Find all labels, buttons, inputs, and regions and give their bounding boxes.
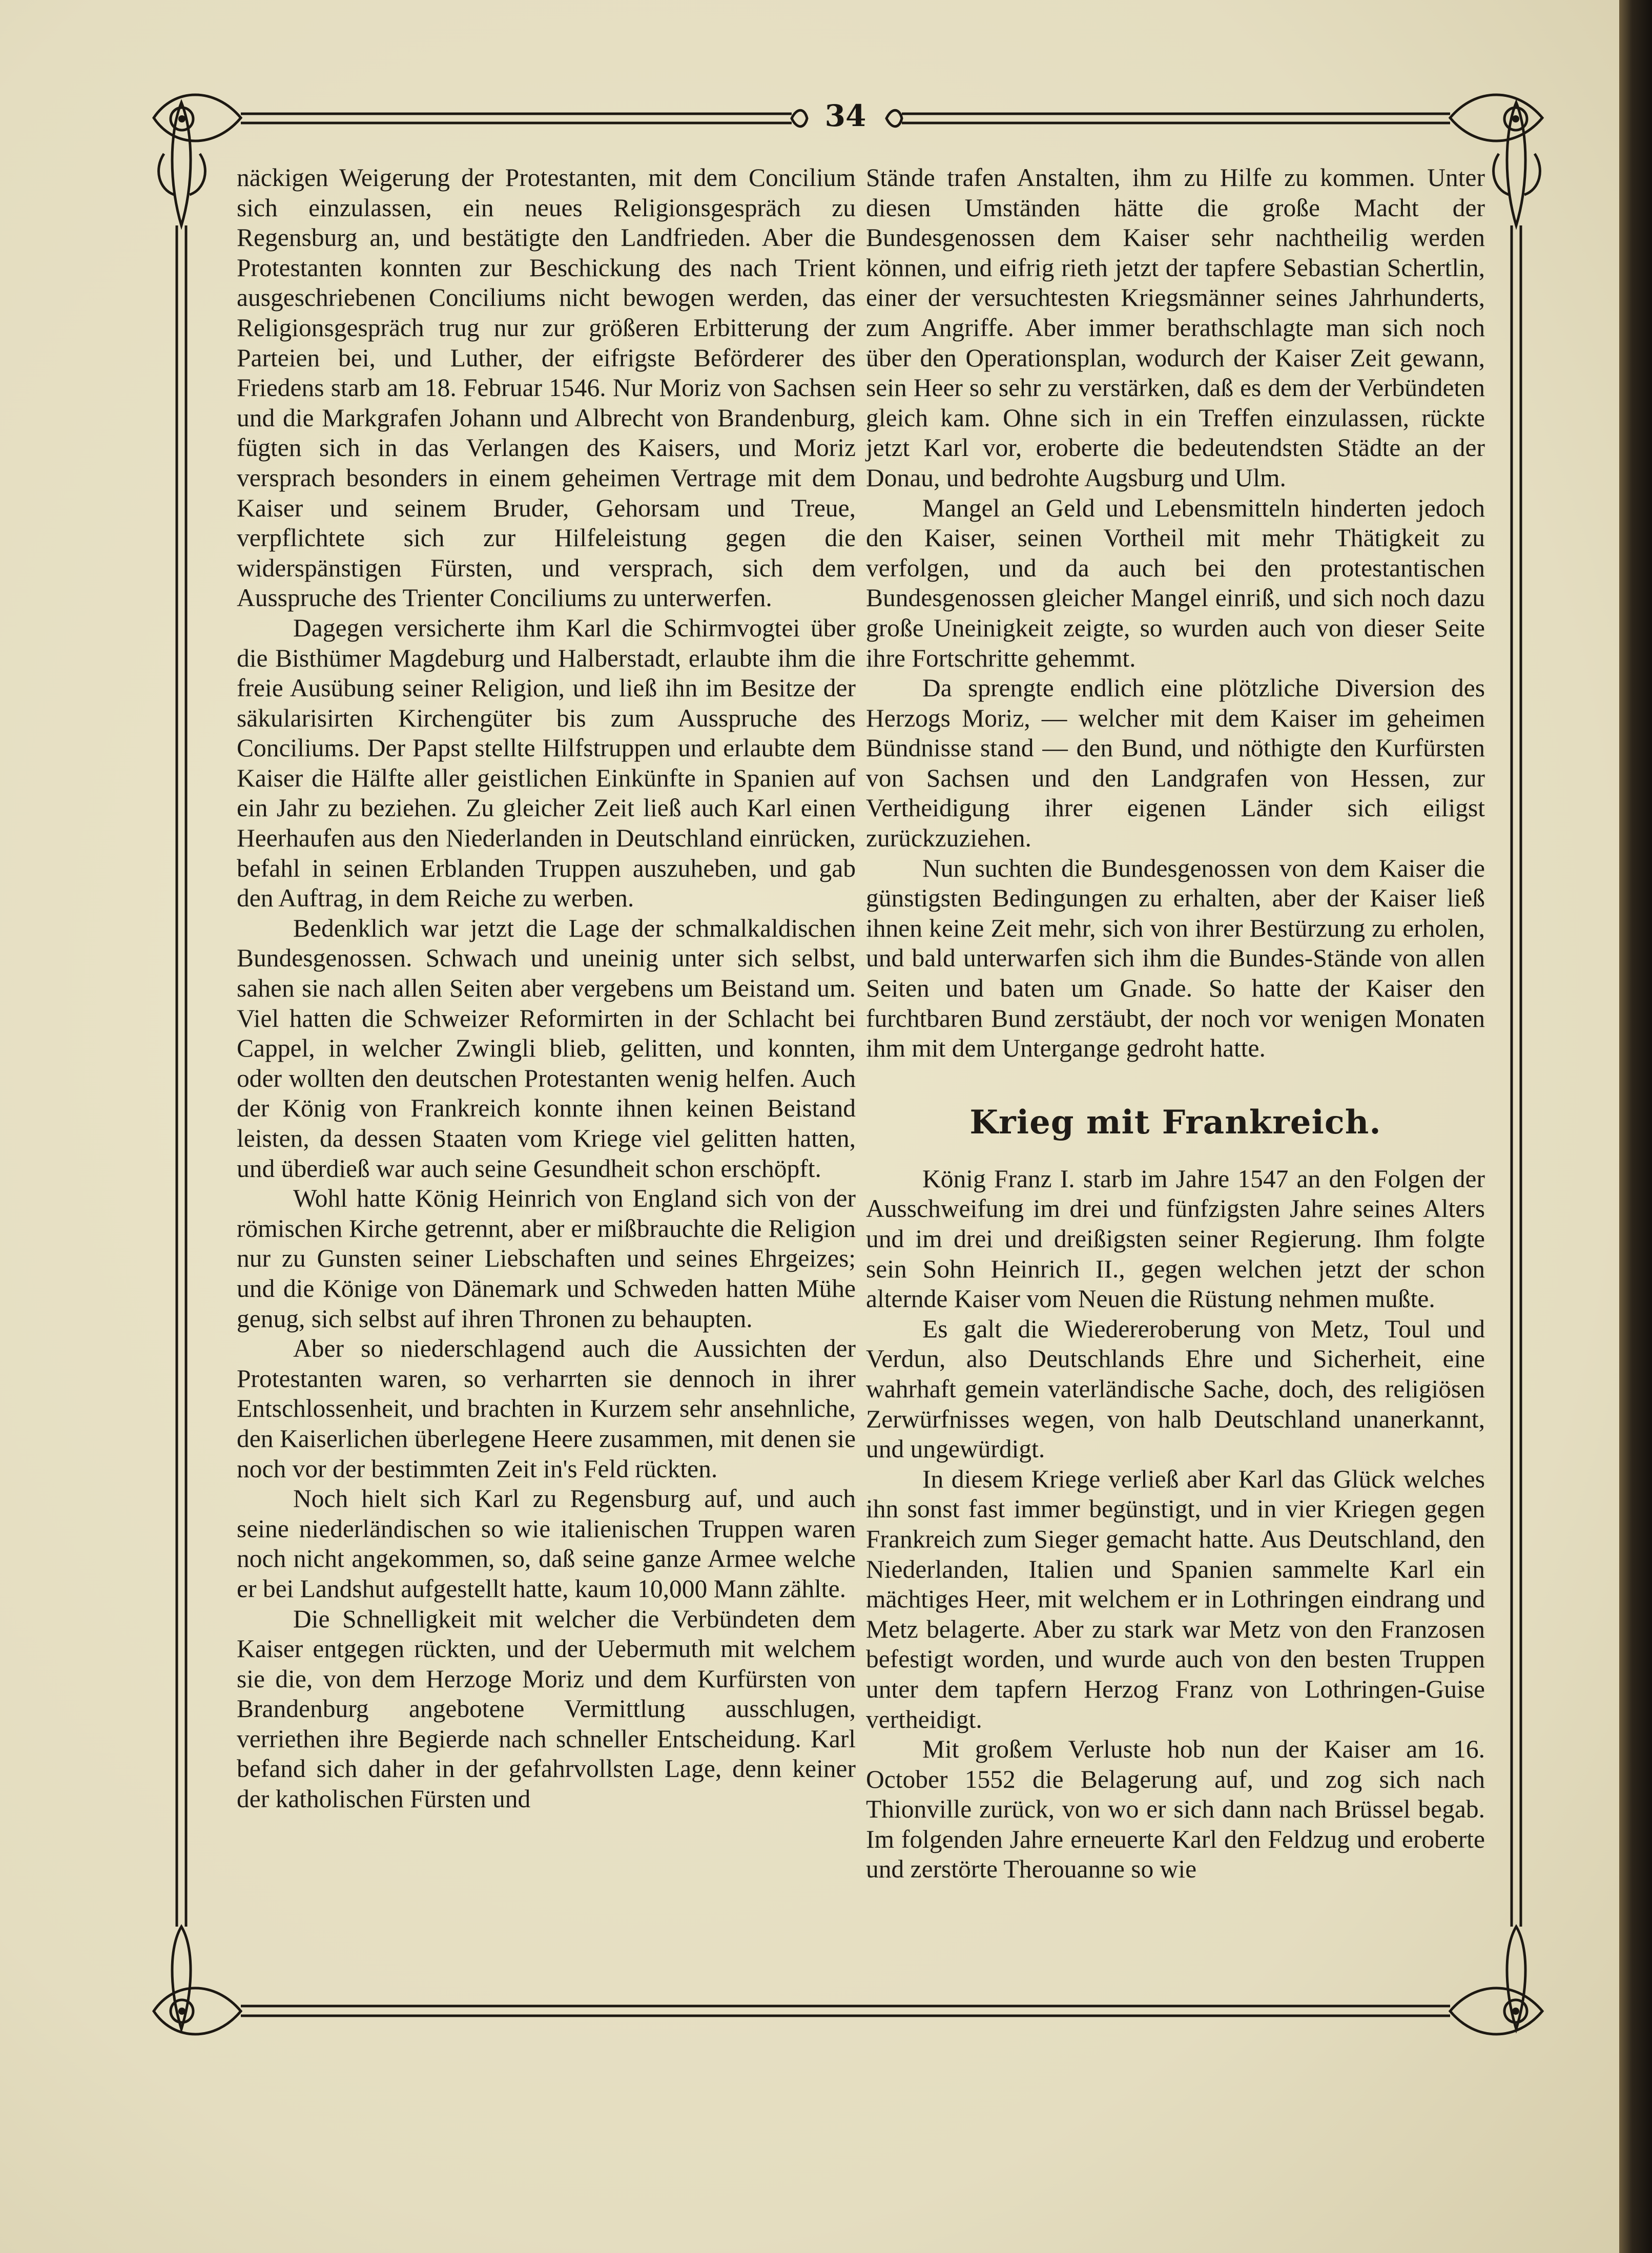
paragraph: Mit großem Verluste hob nun der Kaiser am 16. October 1552 die Belagerung auf, und zog sich nach Thionville zurück, von wo er sich dann nach Brüssel begab. Im folgenden Jahre erneuerte Karl den Feldzug und eroberte und zerstörte Therouanne so wie	[866, 1735, 1485, 1884]
paragraph: In diesem Kriege verließ aber Karl das Glück welches ihn sonst fast immer begünstigt, und in vier Kriegen gegen Frankreich zum Sieger gemacht hatte. Aus Deutschland, den Niederlanden, Italien und Spanien sammelte Karl ein mächtiges Heer, mit welchem er in Lothringen eindrang und Metz belagerte. Aber zu stark war Metz von den Franzosen befestigt worden, und wurde auch von den besten Truppen unter dem tapfern Herzog Franz von Lothringen-Guise vertheidigt.	[866, 1464, 1485, 1733]
section-heading: Krieg mit Frankreich.	[969, 1103, 1381, 1142]
paragraph: Wohl hatte König Heinrich von England sich von der römischen Kirche getrennt, aber er mißbrauchte die Religion nur zu Gunsten seiner Liebschaften und seines Ehrgeizes; und die Könige von Dänemark und Schweden hatten Mühe genug, sich selbst auf ihren Thronen zu behaupten.	[237, 1184, 856, 1333]
paragraph: Nun suchten die Bundesgenossen von dem Kaiser die günstigsten Bedingungen zu erhalten, aber der Kaiser ließ ihnen keine Zeit mehr, sich von ihrer Bestürzung zu erholen, und bald unterwarfen sich ihm die Bundes-Stände von allen Seiten und baten um Gnade. So hatte der Kaiser den furchtbaren Bund zerstäubt, der noch vor wenigen Monaten ihm mit dem Untergange gedroht hatte.	[866, 854, 1485, 1063]
paragraph: Es galt die Wiedereroberung von Metz, Toul und Verdun, also Deutschlands Ehre und Sicherheit, eine wahrhaft gemein vaterländische Sache, doch, des religiösen Zerwürfnisses wegen, von halb Deutschland unanerkannt, und ungewürdigt.	[866, 1314, 1485, 1463]
book-spine-gutter	[1619, 0, 1652, 2253]
left-column	[237, 163, 856, 1814]
right-column	[866, 163, 1485, 1885]
paragraph: Bedenklich war jetzt die Lage der schmalkaldischen Bundesgenossen. Schwach und uneinig unter sich selbst, sahen sie nach allen Seiten aber vergebens um Beistand um. Viel hatten die Schweizer Reformirten in der Schlacht bei Cappel, in welcher Zwingli blieb, gelitten, und konnten, oder wollten den deutschen Protestanten wenig helfen. Auch der König von Frankreich konnte ihnen keinen Beistand leisten, da dessen Staaten vom Kriege viel gelitten hatten, und überdieß war auch seine Gesundheit schon erschöpft.	[237, 914, 856, 1183]
paragraph: König Franz I. starb im Jahre 1547 an den Folgen der Ausschweifung im drei und fünfzigsten Jahre seines Alters und im drei und dreißigsten seiner Regierung. Ihm folgte sein Sohn Heinrich II., gegen welchen jetzt der schon alternde Kaiser vom Neuen die Rüstung nehmen mußte.	[866, 1164, 1485, 1313]
paragraph: näckigen Weigerung der Protestanten, mit dem Concilium sich einzulassen, ein neues Religionsgespräch zu Regensburg an, und bestätigte den Landfrieden. Aber die Protestanten konnten zur Beschickung des nach Trient ausgeschriebenen Conciliums nicht bewogen werden, das Religionsgespräch trug nur zur größeren Erbitterung der Parteien bei, und Luther, der eifrigste Beförderer des Friedens starb am 18. Februar 1546. Nur Moriz von Sachsen und die Markgrafen Johann und Albrecht von Brandenburg, fügten sich in das Verlangen des Kaisers, und Moriz versprach besonders in einem geheimen Vertrage mit dem Kaiser und seinem Bruder, Gehorsam und Treue, verpflichtete sich zur Hilfeleistung gegen die widerspänstigen Fürsten, und versprach, sich dem Ausspruche des Trienter Conciliums zu unterwerfen.	[237, 163, 856, 612]
paragraph: Stände trafen Anstalten, ihm zu Hilfe zu kommen. Unter diesen Umständen hätte die große Macht der Bundesgenossen dem Kaiser sehr nachtheilig werden können, und eifrig rieth jetzt der tapfere Sebastian Schertlin, einer der versuchtesten Kriegsmänner seines Jahrhunderts, zum Angriffe. Aber immer berathschlagte man sich noch über den Operationsplan, wodurch der Kaiser Zeit gewann, sein Heer so sehr zu verstärken, daß es dem der Verbündeten gleich kam. Ohne sich in ein Treffen einzulassen, rückte jetzt Karl vor, eroberte die bedeutendsten Städte an der Donau, und bedrohte Augsburg und Ulm.	[866, 163, 1485, 492]
paragraph: Die Schnelligkeit mit welcher die Verbündeten dem Kaiser entgegen rückten, und der Uebermuth mit welchem sie die, von dem Herzoge Moriz und dem Kurfürsten von Brandenburg angebotene Vermittlung ausschlugen, verriethen ihre Begierde nach schneller Entscheidung. Karl befand sich daher in der gefahrvollsten Lage, denn keiner der katholischen Fürsten und	[237, 1604, 856, 1813]
paragraph: Aber so niederschlagend auch die Aussichten der Protestanten waren, so verharrten sie dennoch in ihrer Entschlossenheit, und brachten in Kurzem sehr ansehnliche, den Kaiserlichen überlegene Heere zusammen, mit denen sie noch vor der bestimmten Zeit in's Feld rückten.	[237, 1334, 856, 1483]
paragraph: Da sprengte endlich eine plötzliche Diversion des Herzogs Moriz, — welcher mit dem Kaiser im geheimen Bündnisse stand — den Bund, und nöthigte den Kurfürsten von Sachsen und den Landgrafen von Hessen, zur Vertheidigung ihrer eigenen Länder sich eiligst zurückzuziehen.	[866, 674, 1485, 853]
paragraph: Dagegen versicherte ihm Karl die Schirmvogtei über die Bisthümer Magdeburg und Halberstadt, erlaubte ihm die freie Ausübung seiner Religion, und ließ ihn im Besitze der säkularisirten Kirchengüter bis zum Ausspruche des Conciliums. Der Papst stellte Hilfstruppen und erlaubte dem Kaiser die Hälfte aller geistlichen Einkünfte in Spanien auf ein Jahr zu beziehen. Zu gleicher Zeit ließ auch Karl einen Heerhaufen aus den Niederlanden in Deutschland einrücken, befahl in seinen Erblanden Truppen auszuheben, und gab den Auftrag, in dem Reiche zu werben.	[237, 613, 856, 913]
page-number: 34	[824, 98, 866, 133]
paragraph: Noch hielt sich Karl zu Regensburg auf, und auch seine niederländischen so wie italienischen Truppen waren noch nicht angekommen, so, daß seine ganze Armee welche er bei Landshut aufgestellt hatte, kaum 10,000 Mann zählte.	[237, 1484, 856, 1603]
paragraph: Mangel an Geld und Lebensmitteln hinderten jedoch den Kaiser, seinen Vortheil mit mehr Thätigkeit zu verfolgen, und da auch bei den protestantischen Bundesgenossen gleicher Mangel einriß, und sich noch dazu große Uneinigkeit zeigte, so wurden auch von dieser Seite ihre Fortschritte gehemmt.	[866, 493, 1485, 672]
